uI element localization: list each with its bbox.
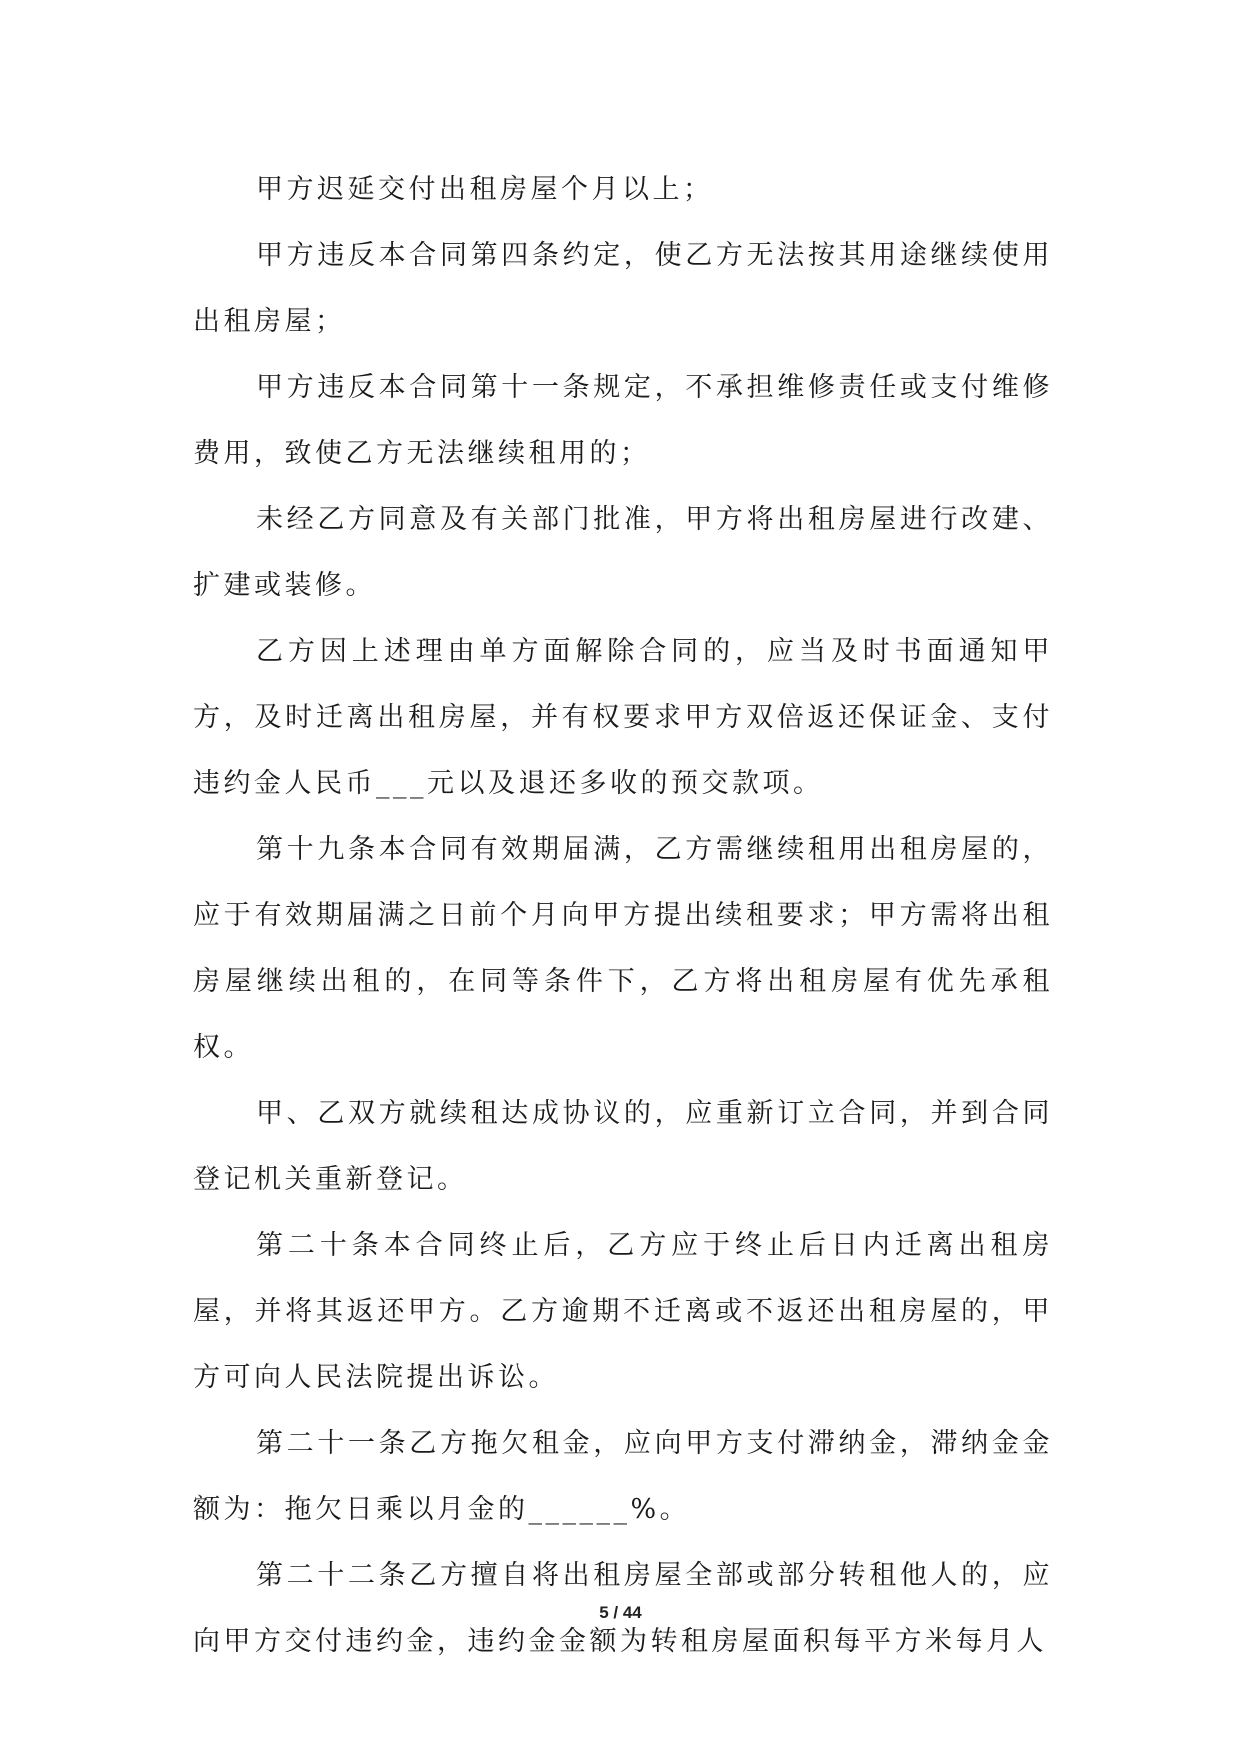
paragraph: 甲方迟延交付出租房屋个月以上； xyxy=(256,174,714,205)
paragraph: 甲、乙双方就续租达成协议的，应重新订立合同，并到合同登记机关重新登记。 xyxy=(193,1098,1053,1195)
paragraph: 第二十一条乙方拖欠租金，应向甲方支付滞纳金，滞纳金金额为：拖欠日乘以月金的______%。 xyxy=(193,1428,1053,1525)
paragraph: 乙方因上述理由单方面解除合同的，应当及时书面通知甲方，及时迁离出租房屋，并有权要求甲方双倍返还保证金、支付违约金人民币___元以及退还多收的预交款项。 xyxy=(193,636,1053,799)
paragraph: 甲方违反本合同第四条约定，使乙方无法按其用途继续使用出租房屋； xyxy=(193,240,1053,337)
paragraph: 第十九条本合同有效期届满，乙方需继续租用出租房屋的，应于有效期届满之日前个月向甲方提出续租要求；甲方需将出租房屋继续出租的，在同等条件下，乙方将出租房屋有优先承租权。 xyxy=(193,834,1053,1063)
paragraph: 甲方违反本合同第十一条规定，不承担维修责任或支付维修费用，致使乙方无法继续租用的； xyxy=(193,372,1053,469)
page-number: 5 / 44 xyxy=(599,1603,642,1622)
paragraph: 第二十二条乙方擅自将出租房屋全部或部分转租他人的，应向甲方交付违约金，违约金金额为转租房屋面积每平方米每月人 xyxy=(193,1560,1053,1657)
paragraph: 第二十条本合同终止后，乙方应于终止后日内迁离出租房屋，并将其返还甲方。乙方逾期不迁离或不返还出租房屋的，甲方可向人民法院提出诉讼。 xyxy=(193,1230,1053,1393)
paragraph: 未经乙方同意及有关部门批准，甲方将出租房屋进行改建、扩建或装修。 xyxy=(193,504,1053,601)
document-body xyxy=(193,157,1053,1675)
